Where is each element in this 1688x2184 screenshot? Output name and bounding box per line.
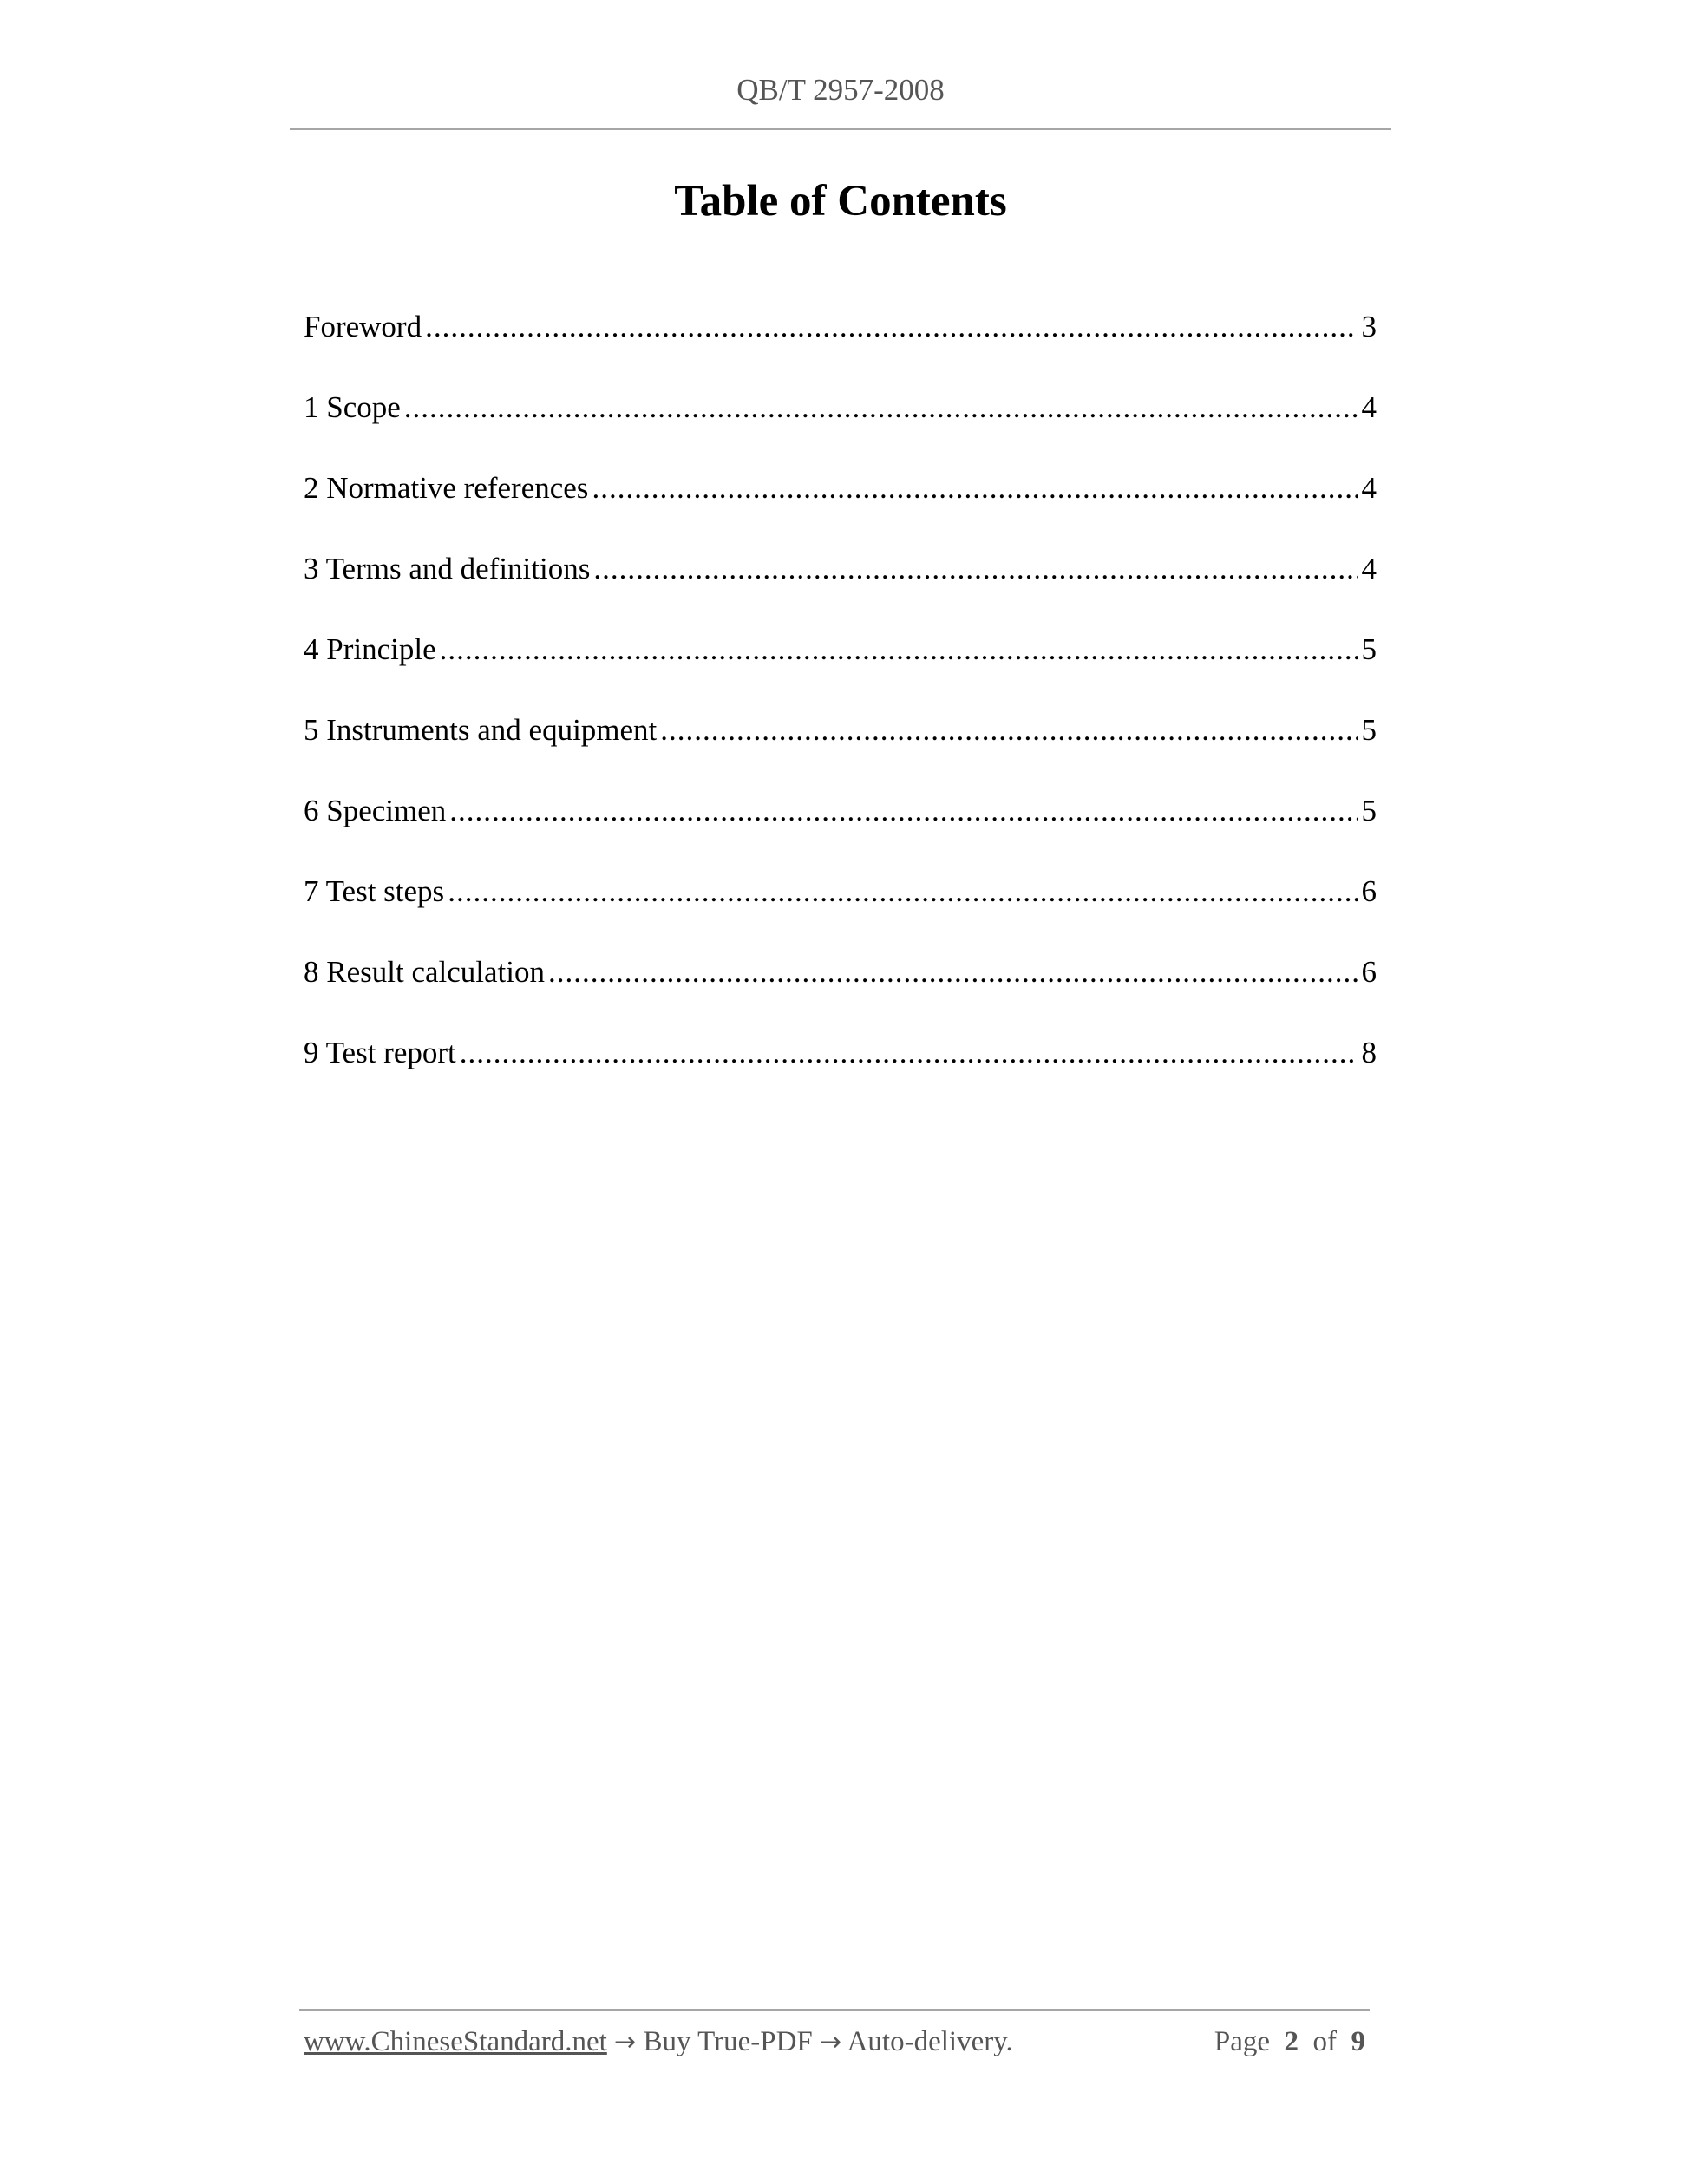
table-of-contents [304,304,1377,1110]
page-title: Table of Contents [674,177,1007,226]
arrow-right-icon: → [614,2027,637,2057]
toc-page-number: 5 [1361,632,1377,666]
toc-entry-label: 6 Specimen [304,794,447,827]
toc-entry-normative-references[interactable] [304,465,1377,546]
toc-dot-leader [593,546,1358,592]
toc-entry-label: 7 Test steps [304,874,445,908]
page-footer [304,2026,1371,2070]
toc-dot-leader [660,707,1358,754]
toc-page-number: 4 [1361,471,1377,505]
current-page-number: 2 [1284,2026,1299,2057]
toc-dot-leader [592,465,1358,512]
toc-entry-label: 8 Result calculation [304,955,545,989]
website-link[interactable]: www.ChineseStandard.net [304,2026,607,2057]
toc-dot-leader [404,384,1358,431]
toc-entry-label: Foreword [304,310,422,343]
toc-page-number: 5 [1361,794,1377,827]
toc-entry-label: 5 Instruments and equipment [304,713,658,747]
toc-page-number: 6 [1361,874,1377,908]
toc-page-number: 6 [1361,955,1377,989]
footer-divider [299,2009,1370,2011]
toc-page-number: 4 [1361,390,1377,424]
toc-page-number: 8 [1361,1036,1377,1069]
total-page-count: 9 [1351,2026,1365,2057]
toc-entry-label: 1 Scope [304,390,401,424]
toc-entry-foreword[interactable] [304,304,1377,384]
toc-dot-leader [448,868,1358,915]
of-word: of [1312,2026,1337,2057]
toc-entry-test-steps[interactable] [304,868,1377,949]
toc-entry-specimen[interactable] [304,788,1377,868]
toc-entry-principle[interactable] [304,626,1377,707]
toc-entry-terms-and-definitions[interactable] [304,546,1377,626]
footer-step-buy: Buy True-PDF [643,2026,813,2057]
arrow-right-icon: → [820,2027,842,2057]
footer-promo [304,2026,1013,2058]
page-indicator [1214,2026,1365,2058]
toc-entry-scope[interactable] [304,384,1377,465]
toc-entry-result-calculation[interactable] [304,949,1377,1030]
toc-page-number: 4 [1361,552,1377,585]
toc-dot-leader [449,788,1358,834]
toc-page-number: 5 [1361,713,1377,747]
header-divider [290,128,1391,130]
toc-entry-label: 2 Normative references [304,471,589,505]
toc-dot-leader [460,1030,1358,1076]
footer-step-delivery: Auto-delivery. [847,2026,1013,2057]
toc-entry-label: 9 Test report [304,1036,456,1069]
toc-dot-leader [440,626,1358,673]
toc-dot-leader [425,304,1358,350]
document-code-header: QB/T 2957-2008 [736,73,945,107]
toc-entry-label: 3 Terms and definitions [304,552,591,585]
toc-entry-test-report[interactable] [304,1030,1377,1110]
toc-page-number: 3 [1361,310,1377,343]
toc-entry-label: 4 Principle [304,632,436,666]
toc-dot-leader [548,949,1358,996]
page-word: Page [1214,2026,1270,2057]
toc-entry-instruments-and-equipment[interactable] [304,707,1377,788]
